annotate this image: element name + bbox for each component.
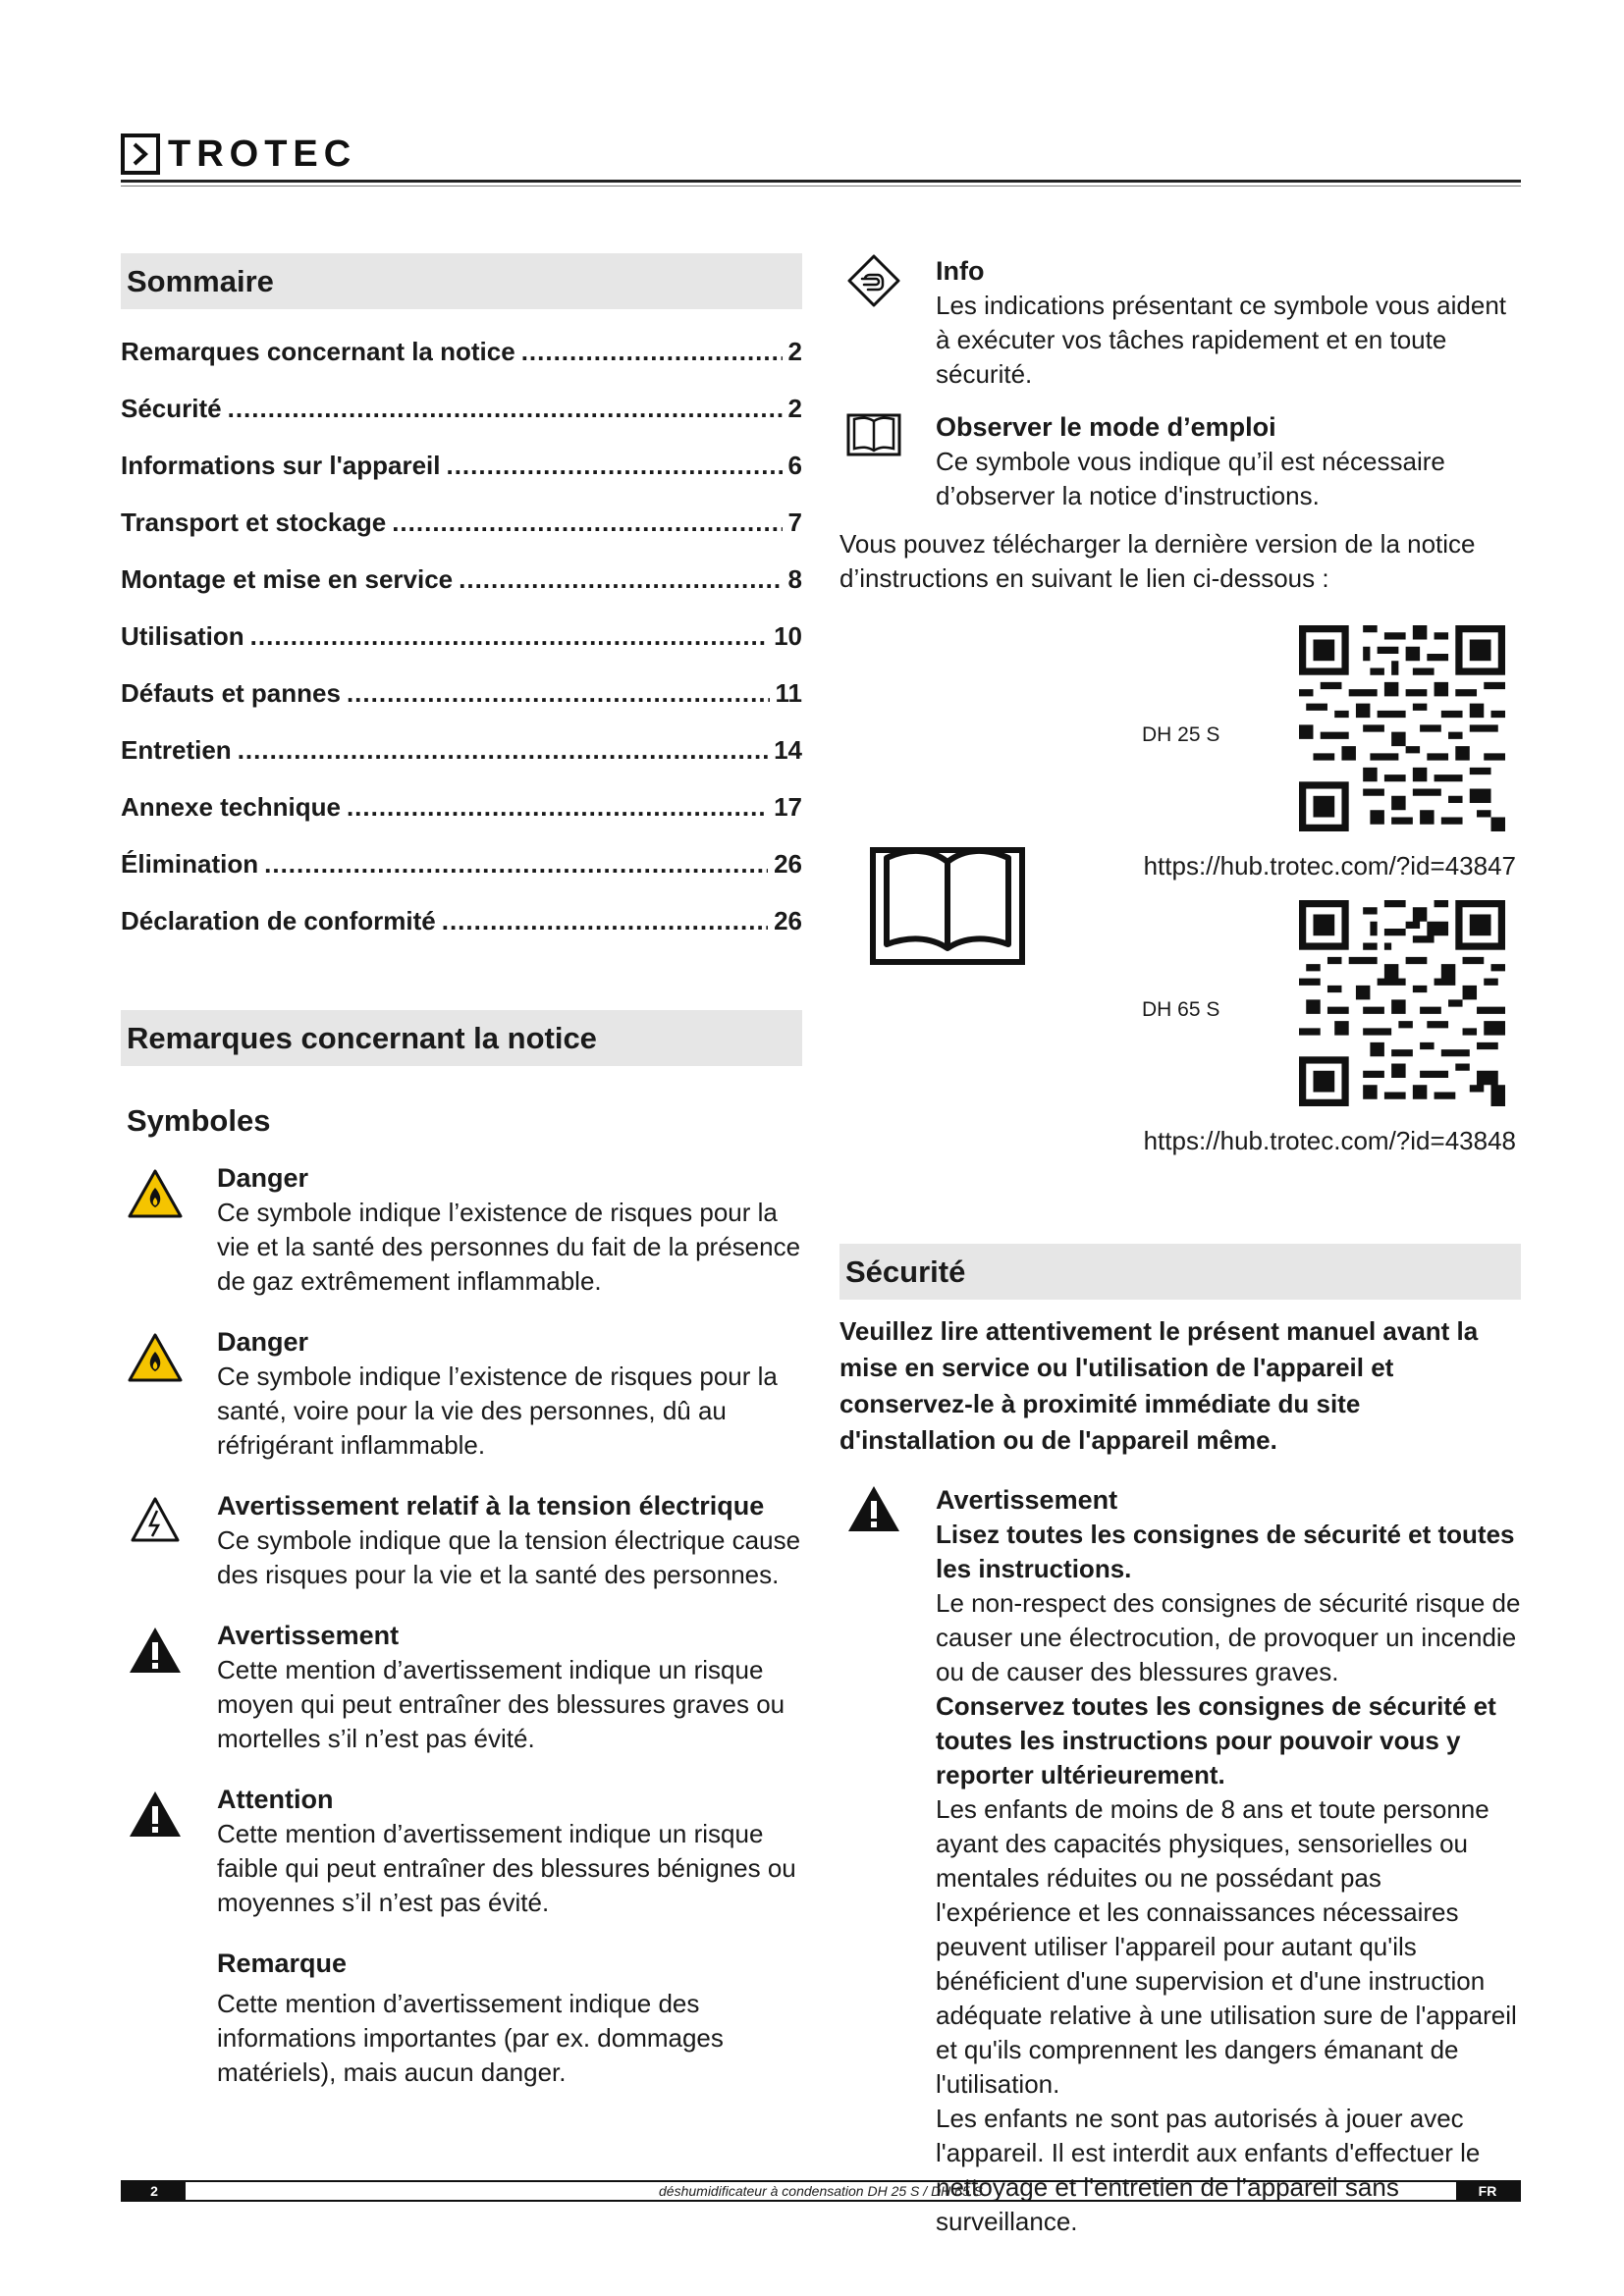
download-text: Vous pouvez télécharger la dernière version de la notice d’instructions en suivant le lien ci-dessous : (839, 529, 1476, 593)
table-of-contents (121, 323, 802, 949)
qr-link[interactable]: https://hub.trotec.com/?id=43847 (1143, 851, 1516, 881)
qr-link[interactable]: https://hub.trotec.com/?id=43848 (1143, 1126, 1516, 1155)
toc-item[interactable]: Remarques concernant la notice ..... 2 (121, 323, 802, 380)
security-warning: Avertissement Lisez toutes les consignes de sécurité et toutes les instructions. Le non-respect des consignes de sécurité risque de causer une électrocution, de provoquer un incendie ou de causer des blessures graves. Conservez toutes les consignes de sécurité et toutes les instructions pour pouvoir vous y reporter ultérieurement. Les enfants de moins de 8 ans et toute personne ayant des capacités physiques, sensorielles ou mentales réduites ou ne possédant pas l'expérience et les connaissances nécessaires peuvent utiliser l'appareil pour autant qu'ils bénéficient d'une supervision et d'une instruction adéquate relative à une utilisation sure de l'appareil et qu'ils comprennent les dangers émanant de l'utilisation. Les enfants ne sont pas autorisés à jouer avec l'appareil. Il est interdit aux enfants d'effectuer le nettoyage et l'entretien de l’appareil sans surveillance. (839, 1482, 1521, 2239)
toc-item[interactable]: Élimination ..... 26 (121, 835, 802, 892)
symbol-entry: Avertissement relatif à la tension électrique Ce symbole indique que la tension électrique cause des risques pour la vie et la santé des personnes. (121, 1488, 802, 1592)
symbols-heading: Symboles (127, 1103, 271, 1138)
toc-item[interactable]: Déclaration de conformité ..... 26 (121, 892, 802, 949)
page-number: 2 (123, 2182, 186, 2200)
toc-item[interactable]: Transport et stockage ..... 7 (121, 494, 802, 551)
electrical-voltage-warning-icon (121, 1488, 189, 1592)
symbol-entry: Info Les indications présentant ce symbole vous aident à exécuter vos tâches rapidement et en toute sécurité. (839, 253, 1521, 392)
symbol-entry: Remarque Cette mention d’avertissement indique des informations importantes (par ex. dommages matériels), mais aucun danger. (217, 1949, 724, 2087)
toc-item[interactable]: Défauts et pannes ..... 11 (121, 665, 802, 721)
toc-item[interactable]: Informations sur l'appareil ..... 6 (121, 437, 802, 494)
symbol-entry: Avertissement Cette mention d’avertissement indique un risque moyen qui peut entraîner des blessures graves ou mortelles s’il n’est pas évité. (121, 1618, 802, 1756)
security-intro: Veuillez lire attentivement le présent manuel avant la mise en service ou l'utilisation de l'appareil et conservez-le à proximité immédiate du site d'installation ou de l'appareil même. (839, 1316, 1479, 1455)
logo-chevron-icon (121, 133, 160, 175)
brand-name: TROTEC (168, 133, 357, 175)
symbol-entry: Danger Ce symbole indique l’existence de risques pour la santé, voire pour la vie des personnes, dû au réfrigérant inflammable. (121, 1324, 802, 1463)
qr-code (1299, 625, 1505, 831)
right-column (839, 253, 1521, 2265)
warning-triangle-icon (121, 1618, 189, 1756)
toc-item[interactable]: Annexe technique ..... 17 (121, 778, 802, 835)
qr-code (1299, 900, 1505, 1106)
symbol-entry: Danger Ce symbole indique l’existence de risques pour la vie et la santé des personnes du fait de la présence de gaz extrêmement inflammable. (121, 1160, 802, 1299)
manual-book-icon (839, 409, 908, 513)
caution-triangle-icon (121, 1782, 189, 1920)
warning-triangle-icon (839, 1482, 908, 2239)
toc-heading: Sommaire (121, 253, 802, 309)
brand-logo (121, 130, 356, 179)
qr-entry-2: DH 65 S https://hub.trotec.com/?id=43848 (839, 900, 1521, 1136)
toc-item[interactable]: Entretien ..... 14 (121, 721, 802, 778)
symbol-entry: Observer le mode d’emploi Ce symbole vous indique qu’il est nécessaire d’observer la notice d'instructions. (839, 409, 1521, 513)
left-column (121, 253, 802, 2115)
header-divider-thin (121, 186, 1521, 187)
symbol-entry: Attention Cette mention d’avertissement indique un risque faible qui peut entraîner des blessures bénignes ou moyennes s’il n’est pas évité. (121, 1782, 802, 1920)
language-badge: FR (1456, 2182, 1519, 2200)
qr-entry-1: DH 25 S https://hub.trotec.com/?id=43847 (839, 625, 1521, 861)
footer-title: déshumidificateur à condensation DH 25 S / DH 65 S (659, 2183, 983, 2199)
header-divider (121, 180, 1521, 183)
toc-item[interactable]: Montage et mise en service ..... 8 (121, 551, 802, 608)
flammable-gas-warning-icon (121, 1160, 189, 1299)
qr-section (839, 625, 1521, 1175)
toc-item[interactable]: Sécurité ..... 2 (121, 380, 802, 437)
info-hand-icon (839, 253, 908, 392)
toc-item[interactable]: Utilisation ..... 10 (121, 608, 802, 665)
notice-heading: Remarques concernant la notice (121, 1010, 802, 1066)
flammable-refrigerant-warning-icon (121, 1324, 189, 1463)
security-heading: Sécurité (839, 1244, 1521, 1300)
page-footer (121, 2180, 1521, 2202)
